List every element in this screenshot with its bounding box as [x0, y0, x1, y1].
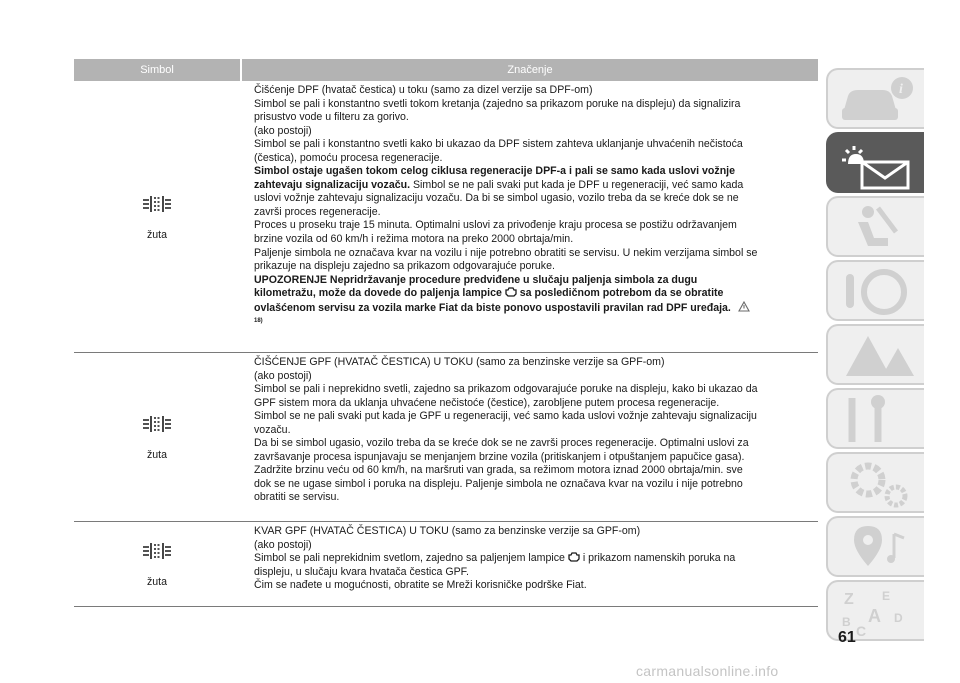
text-line: vozaču.	[254, 423, 291, 436]
warning-triangle-icon	[738, 301, 750, 312]
table-row	[74, 522, 818, 607]
meaning-cell	[240, 81, 818, 352]
gpf-fault-icon	[142, 540, 172, 562]
svg-text:Z: Z	[844, 591, 854, 608]
text-line: Zadržite brzinu veću od 60 km/h, na maršruti van grada, sa režimom motora iznad 2000 obrtaja/min. sve	[254, 464, 743, 477]
text-line: Simbol se pali i konstantno svetli tokom kretanja (zajedno sa prikazom poruke na displeju) da signalizira	[254, 97, 741, 110]
symbol-color-label: žuta	[146, 228, 168, 241]
gear-icon	[838, 458, 918, 510]
tab-safety[interactable]	[826, 196, 924, 257]
warning-text: ovlašćenom servisu za vozila marke Fiat da biste ponovo uspostavili pravilan rad DPF uređaja.	[254, 301, 731, 314]
tab-car-info[interactable]	[826, 68, 924, 129]
text-span: Simbol se ne pali svaki put kada je DPF u regeneraciji, već samo kada	[410, 178, 744, 191]
text-line: Simbol se ne pali svaki put kada je GPF u regeneraciji, već samo kada uslovi vožnje zahtevaju signalizaciju	[254, 410, 757, 423]
warning-line: UPOZORENJE Nepridržavanje procedure predviđene u slučaju paljenja simbola za dugu	[254, 273, 698, 286]
engine-lamp-icon	[505, 287, 517, 297]
meaning-cell	[240, 353, 818, 521]
text-line: Čim se nađete u mogućnosti, obratite se Mreži korisničke podrške Fiat.	[254, 579, 587, 592]
tab-multimedia[interactable]	[826, 516, 924, 577]
text-line: Čišćenje DPF (hvatač čestica) u toku (samo za dizel verzije sa DPF-om)	[254, 84, 593, 96]
mixed-line	[254, 179, 814, 193]
text-line: (ako postoji)	[254, 538, 312, 551]
road-warning-icon	[838, 330, 918, 382]
watermark: carmanualsonline.info	[636, 663, 779, 679]
warning-text: kilometražu, može da dovede do paljenja lampice	[254, 287, 502, 300]
car-info-icon	[838, 74, 918, 126]
text-line: Da bi se simbol ugasio, vozilo treba da se kreće dok se ne završi proces regeneracije. Optimalni uslovi za	[254, 437, 749, 450]
text-line: Simbol se pali i neprekidno svetli, zajedno sa prikazom odgovarajuće poruke na displeju, kako bi ukazao da	[254, 383, 758, 396]
text-line: obratiti se servisu.	[254, 491, 340, 504]
gpf-icon	[142, 413, 172, 435]
dpf-icon	[142, 193, 172, 215]
text-line: ČIŠĆENJE GPF (HVATAČ ČESTICA) U TOKU (samo za benzinske verzije sa GPF-om)	[254, 356, 665, 368]
symbol-table	[74, 59, 818, 607]
svg-text:A: A	[868, 606, 881, 626]
footnote-ref: 18)	[254, 318, 263, 325]
bold-line: Simbol ostaje ugašen tokom celog ciklusa regeneracije DPF-a i pali se samo kada uslovi vožnje	[254, 165, 736, 178]
tools-icon	[838, 394, 918, 446]
text-line: (čestica), pomoću procesa regeneracije.	[254, 151, 443, 164]
svg-text:C: C	[856, 623, 867, 638]
text-line: prisustvo vode u filteru za gorivo.	[254, 111, 409, 124]
warning-line	[254, 301, 814, 316]
symbol-color-label: žuta	[146, 449, 168, 461]
steering-key-icon	[838, 266, 918, 318]
tab-starting-driving[interactable]	[826, 260, 924, 321]
symbol-color-label: žuta	[146, 576, 168, 588]
header-symbol: Simbol	[140, 64, 174, 76]
svg-text:i: i	[899, 82, 903, 97]
table-header	[74, 59, 818, 81]
text-line: (ako postoji)	[254, 369, 312, 382]
text-line: Paljenje simbola ne označava kvar na vozilu i nije potrebno obratiti se servisu. U nekim verzijama simbol se	[254, 246, 758, 259]
engine-lamp-icon	[568, 552, 580, 562]
text-line: GPF sistem mora da uklanja uhvaćene nečistoće (čestice), zarobljene putem procesa regeneracije.	[254, 396, 720, 409]
tab-maintenance[interactable]	[826, 388, 924, 449]
symbol-cell	[74, 353, 240, 521]
text-line: završi proces regeneracije.	[254, 205, 381, 218]
svg-text:D: D	[894, 611, 903, 625]
bold-text: zahtevaju signalizaciju vozaču.	[254, 178, 411, 191]
tab-emergency[interactable]	[826, 324, 924, 385]
text-line: dok se ne ugase simbol i poruka na displeju. Paljenje simbola ne označava kvar na vozilu i nije potrebno	[254, 477, 743, 490]
text-line: prikazuje na displeju zajedno sa prikazom odgovarajuće poruke.	[254, 260, 555, 273]
tab-warning-lights[interactable]	[826, 132, 924, 193]
warning-text: sa posledičnom potrebom da se obratite	[519, 287, 724, 300]
text-line: Simbol se pali i konstantno svetli kako bi ukazao da DPF sistem zahteva uklanjanje uhvaćenih nečistoća	[254, 138, 743, 151]
text-line: završavanje procesa ispunjavaju se menjanjem brzine vozila (pritiskanjem i otpuštanjem papučice gasa).	[254, 450, 745, 463]
warning-line	[254, 287, 814, 301]
text-line: (ako postoji)	[254, 124, 312, 137]
text-line: displeju, u slučaju kvara hvatača čestica GPF.	[254, 565, 469, 578]
text-line: Proces u proseku traje 15 minuta. Optimalni uslovi za privođenje kraju procesa se postižu održavanjem	[254, 219, 737, 232]
meaning-cell	[240, 522, 818, 606]
header-meaning: Značenje	[240, 59, 818, 81]
warning-light-message-icon	[838, 138, 918, 190]
svg-text:E: E	[882, 589, 891, 603]
text-line: KVAR GPF (HVATAČ ČESTICA) U TOKU (samo za benzinske verzije sa GPF-om)	[254, 525, 641, 537]
navigation-music-icon	[838, 522, 918, 574]
text-span: i prikazom namenskih poruka na	[582, 552, 736, 565]
page-number: 61	[838, 629, 856, 646]
seat-airbag-icon	[838, 202, 918, 254]
text-line: brzine vozila od 60 km/h i režima motora na preko 2000 obrtaja/min.	[254, 233, 574, 246]
tab-technical-data[interactable]	[826, 452, 924, 513]
table-row	[74, 353, 818, 522]
text-span: Simbol se pali neprekidnim svetlom, zajedno sa paljenjem lampice	[254, 552, 565, 565]
symbol-cell	[74, 81, 240, 352]
svg-text:B: B	[842, 615, 851, 629]
chapter-tabs	[826, 68, 924, 644]
symbol-cell	[74, 522, 240, 606]
mixed-line	[254, 552, 814, 566]
table-row	[74, 81, 818, 353]
text-line: uslovi vožnje zahtevaju signalizaciju vozaču. Da bi se simbol ugasio, vozilo treba da se kreće dok se ne	[254, 192, 739, 205]
